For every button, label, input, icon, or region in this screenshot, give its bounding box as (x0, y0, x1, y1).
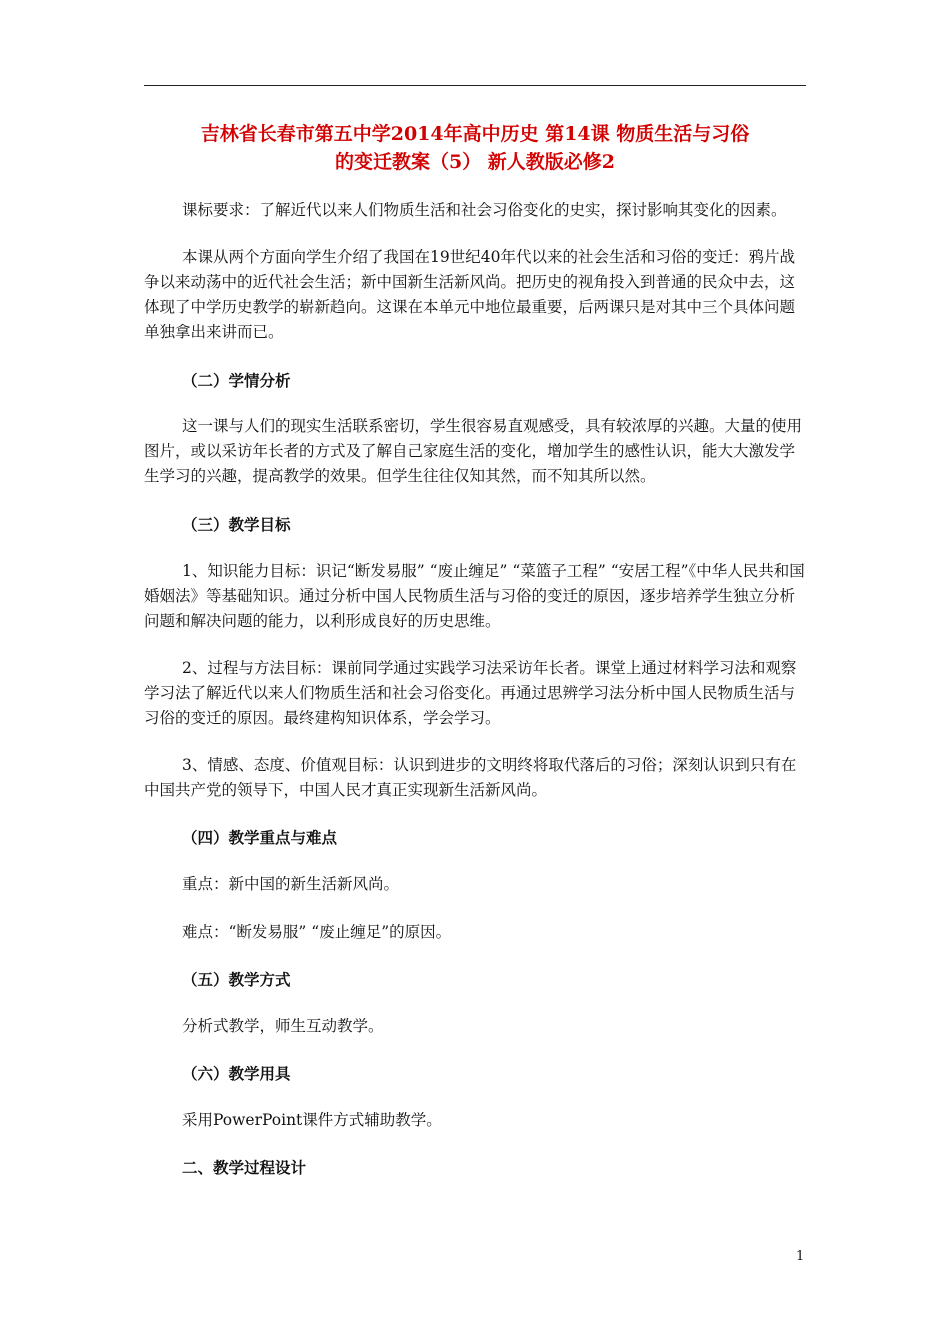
difficult-point: 难点：“断发易服” “废止缠足”的原因。 (182, 923, 452, 941)
heading-teaching-tools: （六）教学用具 (182, 1064, 291, 1083)
key-point: 重点：新中国的新生活新风尚。 (182, 875, 400, 893)
heading-process-design: 二、教学过程设计 (182, 1158, 307, 1177)
heading-student-analysis: （二）学情分析 (182, 371, 291, 390)
title-line-2: 的变迁教案（5） 新人教版必修2 (334, 151, 616, 173)
lesson-overview: 本课从两个方面向学生介绍了我国在19世纪40年代以来的社会生活和习俗的变迁：鸦片战争以来动荡中的近代社会生活；新中国新生活新风尚。把历史的视角投入到普通的民众中去，这体现了中学历史教学的崭新趋向。这课在本单元中地位最重要，后两课只是对其中三个具体问题单独拿出来讲而已。 (144, 248, 796, 341)
goal-knowledge: 1、知识能力目标：识记“断发易服” “废止缠足” “菜篮子工程” “安居工程”《中华人民共和国婚姻法》等基础知识。通过分析中国人民物质生活与习俗的变迁的原因，逐步培养学生独立分析问题和解决问题的能力，以利形成良好的历史思维。 (144, 562, 805, 630)
student-analysis-text: 这一课与人们的现实生活联系密切，学生很容易直观感受，具有较浓厚的兴趣。大量的使用图片，或以采访年长者的方式及了解自己家庭生活的变化，增加学生的感性认识，能大大激发学生学习的兴趣，提高教学的效果。但学生往往仅知其然，而不知其所以然。 (144, 417, 803, 485)
header-rule (144, 85, 806, 86)
heading-teaching-goals: （三）教学目标 (182, 515, 291, 534)
heading-teaching-method: （五）教学方式 (182, 970, 291, 989)
title-line-1: 吉林省长春市第五中学2014年高中历史 第14课 物质生活与习俗 (200, 123, 750, 145)
goal-emotion: 3、情感、态度、价值观目标：认识到进步的文明终将取代落后的习俗；深刻认识到只有在中国共产党的领导下，中国人民才真正实现新生活新风尚。 (144, 756, 797, 799)
goal-process: 2、过程与方法目标：课前同学通过实践学习法采访年长者。课堂上通过材料学习法和观察学习法了解近代以来人们物质生活和社会习俗变化。再通过思辨学习法分析中国人民物质生活与习俗的变迁的原因。最终建构知识体系，学会学习。 (144, 659, 797, 727)
teaching-tools-text: 采用PowerPoint课件方式辅助教学。 (182, 1111, 442, 1129)
heading-key-points: （四）教学重点与难点 (182, 828, 338, 847)
teaching-method-text: 分析式教学，师生互动教学。 (182, 1017, 384, 1035)
document-title (144, 120, 806, 176)
curriculum-requirement: 课标要求：了解近代以来人们物质生活和社会习俗变化的史实，探讨影响其变化的因素。 (182, 201, 787, 219)
page-number: 1 (796, 1249, 805, 1264)
